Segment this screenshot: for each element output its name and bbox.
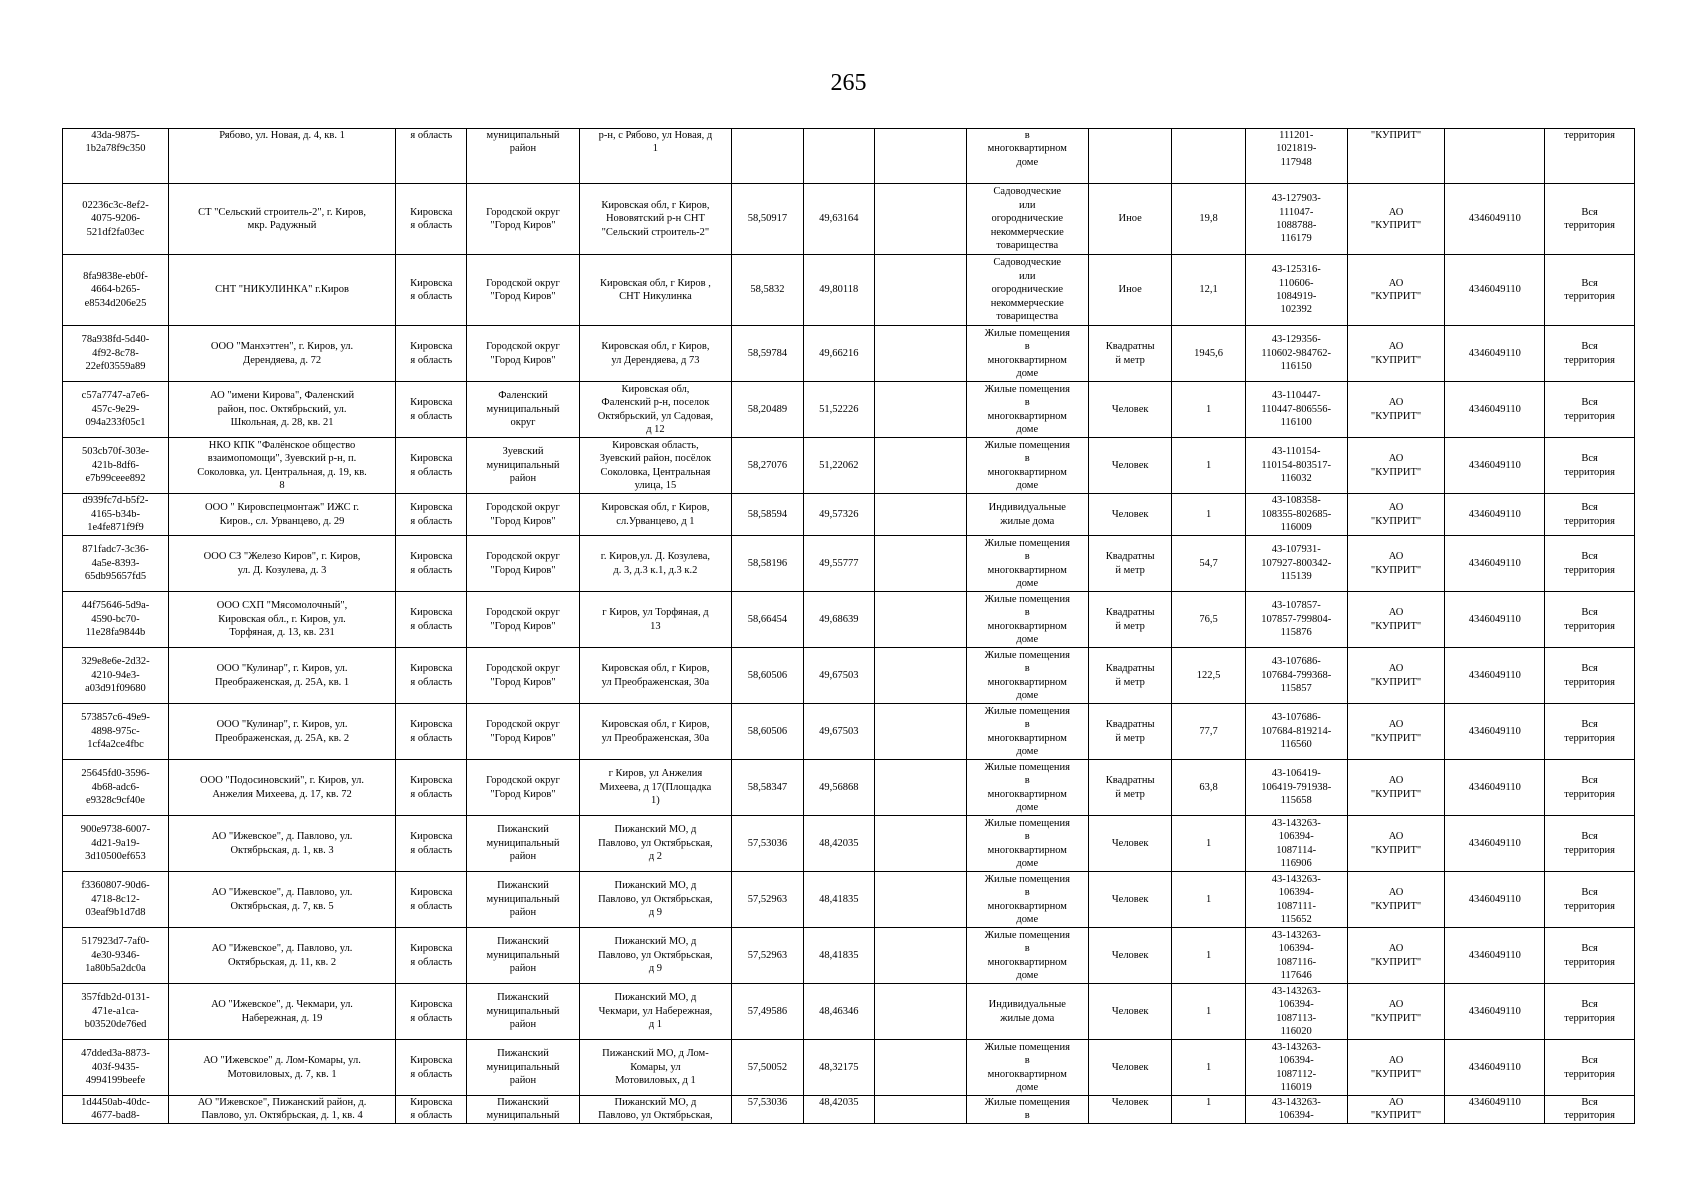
cell-contract-number: 43-110447- 110447-806556- 116100 xyxy=(1245,382,1347,438)
cell-longitude: 48,41835 xyxy=(803,872,874,928)
cell-blank-col xyxy=(874,1096,966,1124)
cell-row-id: 329e8e6e-2d32- 4210-94e3- a03d91f09680 xyxy=(63,648,169,704)
cell-housing-type: Садоводческие или огороднические некоммерческие товарищества xyxy=(966,184,1088,255)
cell-longitude: 49,66216 xyxy=(803,326,874,382)
cell-site-address: Кировская обл, г Киров, ул Преображенская, 30а xyxy=(579,648,732,704)
cell-row-id: f3360807-90d6- 4718-8c12- 03eaf9b1d7d8 xyxy=(63,872,169,928)
cell-quantity: 1 xyxy=(1172,1096,1245,1124)
cell-latitude: 57,49586 xyxy=(732,984,803,1040)
cell-inn: 4346049110 xyxy=(1445,760,1545,816)
cell-operator: АО "КУПРИТ" xyxy=(1347,816,1445,872)
cell-blank-col xyxy=(874,438,966,494)
cell-coverage: Вся территория xyxy=(1545,536,1635,592)
table-row xyxy=(63,760,1635,816)
cell-organization-address: ООО " Кировспецмонтаж" ИЖС г. Киров., сл. Урванцево, д. 29 xyxy=(168,494,395,536)
cell-unit: Квадратны й метр xyxy=(1088,760,1172,816)
cell-inn: 4346049110 xyxy=(1445,704,1545,760)
cell-municipality: Пижанский муниципальный район xyxy=(467,928,579,984)
cell-coverage: Вся территория xyxy=(1545,1040,1635,1096)
cell-latitude: 58,58196 xyxy=(732,536,803,592)
cell-site-address: Кировская обл, г Киров, сл.Урванцево, д 1 xyxy=(579,494,732,536)
cell-latitude: 57,53036 xyxy=(732,1096,803,1124)
cell-region: Кировска я область xyxy=(396,704,467,760)
cell-blank-col xyxy=(874,704,966,760)
cell-municipality: Городской округ "Город Киров" xyxy=(467,648,579,704)
cell-longitude: 49,68639 xyxy=(803,592,874,648)
cell-blank-col xyxy=(874,1040,966,1096)
cell-organization-address: ООО СЗ "Железо Киров", г. Киров, ул. Д. Козулева, д. 3 xyxy=(168,536,395,592)
cell-longitude: 51,22062 xyxy=(803,438,874,494)
cell-contract-number: 43-107857- 107857-799804- 115876 xyxy=(1245,592,1347,648)
cell-coverage: Вся территория xyxy=(1545,872,1635,928)
cell-row-id: 357fdb2d-0131- 471e-a1ca- b03520de76ed xyxy=(63,984,169,1040)
cell-housing-type: Жилые помещения в многоквартирном доме xyxy=(966,592,1088,648)
table-row xyxy=(63,592,1635,648)
cell-coverage: Вся территория xyxy=(1545,1096,1635,1124)
cell-row-id: 503cb70f-303e- 421b-8df6- e7b99ceee892 xyxy=(63,438,169,494)
cell-operator: АО "КУПРИТ" xyxy=(1347,438,1445,494)
cell-region: Кировска я область xyxy=(396,184,467,255)
cell-site-address: Кировская обл, г Киров, ул Дерендяева, д 73 xyxy=(579,326,732,382)
cell-inn: 4346049110 xyxy=(1445,872,1545,928)
cell-row-id: 78a938fd-5d40- 4f92-8c78- 22ef03559a89 xyxy=(63,326,169,382)
cell-coverage: Вся территория xyxy=(1545,704,1635,760)
cell-organization-address: ООО "Подосиновский", г. Киров, ул. Анжелия Михеева, д. 17, кв. 72 xyxy=(168,760,395,816)
cell-operator: АО "КУПРИТ" xyxy=(1347,494,1445,536)
cell-site-address: Кировская область, Зуевский район, посёлок Соколовка, Центральная улица, 15 xyxy=(579,438,732,494)
cell-municipality: Городской округ "Город Киров" xyxy=(467,326,579,382)
cell-latitude: 58,60506 xyxy=(732,648,803,704)
cell-region: Кировска я область xyxy=(396,494,467,536)
cell-housing-type: Жилые помещения в многоквартирном доме xyxy=(966,872,1088,928)
cell-site-address: Пижанский МО, д Лом- Комары, ул Мотовиловых, д 1 xyxy=(579,1040,732,1096)
table-row xyxy=(63,438,1635,494)
cell-contract-number: 43-107686- 107684-799368- 115857 xyxy=(1245,648,1347,704)
cell-quantity: 1 xyxy=(1172,872,1245,928)
cell-quantity: 76,5 xyxy=(1172,592,1245,648)
cell-longitude: 49,67503 xyxy=(803,648,874,704)
cell-blank-col xyxy=(874,760,966,816)
cell-blank-col xyxy=(874,494,966,536)
table-row xyxy=(63,129,1635,184)
cell-organization-address: АО "Ижевское", д. Чекмари, ул. Набережная, д. 19 xyxy=(168,984,395,1040)
cell-quantity: 1 xyxy=(1172,928,1245,984)
cell-region: Кировска я область xyxy=(396,536,467,592)
cell-coverage: Вся территория xyxy=(1545,984,1635,1040)
cell-row-id: 47dded3a-8873- 403f-9435- 4994199beefe xyxy=(63,1040,169,1096)
cell-unit: Человек xyxy=(1088,1096,1172,1124)
cell-coverage: территория xyxy=(1545,129,1635,184)
cell-operator: АО "КУПРИТ" xyxy=(1347,760,1445,816)
cell-organization-address: ООО "Кулинар", г. Киров, ул. Преображенская, д. 25А, кв. 1 xyxy=(168,648,395,704)
cell-housing-type: Индивидуальные жилые дома xyxy=(966,984,1088,1040)
cell-organization-address: АО "Ижевское", Пижанский район, д. Павлово, ул. Октябрьская, д. 1, кв. 4 xyxy=(168,1096,395,1124)
cell-municipality: Зуевский муниципальный район xyxy=(467,438,579,494)
cell-unit: Человек xyxy=(1088,382,1172,438)
cell-inn: 4346049110 xyxy=(1445,928,1545,984)
cell-contract-number: 43-108358- 108355-802685- 116009 xyxy=(1245,494,1347,536)
cell-unit: Квадратны й метр xyxy=(1088,326,1172,382)
cell-operator: АО "КУПРИТ" xyxy=(1347,872,1445,928)
cell-contract-number: 43-143263- 106394- 1087111- 115652 xyxy=(1245,872,1347,928)
cell-row-id: d939fc7d-b5f2- 4165-b34b- 1e4fe871f9f9 xyxy=(63,494,169,536)
cell-blank-col xyxy=(874,184,966,255)
cell-quantity: 1 xyxy=(1172,816,1245,872)
cell-quantity: 54,7 xyxy=(1172,536,1245,592)
cell-organization-address: АО "имени Кирова", Фаленский район, пос. Октябрьский, ул. Школьная, д. 28, кв. 21 xyxy=(168,382,395,438)
cell-inn: 4346049110 xyxy=(1445,494,1545,536)
cell-region: Кировска я область xyxy=(396,928,467,984)
cell-region: Кировска я область xyxy=(396,1096,467,1124)
cell-region: Кировска я область xyxy=(396,816,467,872)
cell-unit: Иное xyxy=(1088,255,1172,326)
cell-site-address: г. Киров,ул. Д. Козулева, д. 3, д.3 к.1, д.3 к.2 xyxy=(579,536,732,592)
cell-contract-number: 43-125316- 110606- 1084919- 102392 xyxy=(1245,255,1347,326)
cell-site-address: Кировская обл, г Киров, ул Преображенская, 30а xyxy=(579,704,732,760)
cell-region: Кировска я область xyxy=(396,1040,467,1096)
cell-housing-type: Садоводческие или огороднические некоммерческие товарищества xyxy=(966,255,1088,326)
cell-longitude: 48,41835 xyxy=(803,928,874,984)
table-row xyxy=(63,494,1635,536)
cell-unit: Человек xyxy=(1088,928,1172,984)
table-row xyxy=(63,816,1635,872)
cell-coverage: Вся территория xyxy=(1545,326,1635,382)
cell-housing-type: Жилые помещения в многоквартирном доме xyxy=(966,326,1088,382)
cell-blank-col xyxy=(874,592,966,648)
cell-coverage: Вся территория xyxy=(1545,382,1635,438)
cell-region: Кировска я область xyxy=(396,648,467,704)
cell-coverage: Вся территория xyxy=(1545,438,1635,494)
cell-unit: Квадратны й метр xyxy=(1088,536,1172,592)
cell-quantity: 1 xyxy=(1172,494,1245,536)
cell-region: Кировска я область xyxy=(396,326,467,382)
cell-longitude: 51,52226 xyxy=(803,382,874,438)
cell-unit: Человек xyxy=(1088,1040,1172,1096)
cell-organization-address: ООО "Манхэттен", г. Киров, ул. Дерендяева, д. 72 xyxy=(168,326,395,382)
cell-municipality: Городской округ "Город Киров" xyxy=(467,536,579,592)
cell-row-id: c57a7747-a7e6- 457c-9e29- 094a233f05c1 xyxy=(63,382,169,438)
cell-quantity: 1 xyxy=(1172,984,1245,1040)
cell-municipality: Городской округ "Город Киров" xyxy=(467,494,579,536)
table-row xyxy=(63,1096,1635,1124)
cell-housing-type: Жилые помещения в многоквартирном доме xyxy=(966,536,1088,592)
cell-coverage: Вся территория xyxy=(1545,928,1635,984)
cell-longitude: 49,80118 xyxy=(803,255,874,326)
cell-municipality: Фаленский муниципальный округ xyxy=(467,382,579,438)
cell-contract-number: 43-110154- 110154-803517- 116032 xyxy=(1245,438,1347,494)
cell-row-id: 25645fd0-3596- 4b68-adc6- e9328c9cf40e xyxy=(63,760,169,816)
cell-contract-number: 43-129356- 110602-984762- 116150 xyxy=(1245,326,1347,382)
cell-municipality: Пижанский муниципальный район xyxy=(467,1040,579,1096)
cell-blank-col xyxy=(874,984,966,1040)
cell-latitude: 58,27076 xyxy=(732,438,803,494)
cell-organization-address: АО "Ижевское" д. Лом-Комары, ул. Мотовиловых, д. 7, кв. 1 xyxy=(168,1040,395,1096)
cell-latitude: 58,60506 xyxy=(732,704,803,760)
cell-row-id: 43da-9875- 1b2a78f9c350 xyxy=(63,129,169,184)
cell-municipality: Городской округ "Город Киров" xyxy=(467,704,579,760)
cell-coverage: Вся территория xyxy=(1545,816,1635,872)
cell-inn: 4346049110 xyxy=(1445,326,1545,382)
cell-quantity: 19,8 xyxy=(1172,184,1245,255)
cell-quantity xyxy=(1172,129,1245,184)
cell-blank-col xyxy=(874,648,966,704)
cell-quantity: 77,7 xyxy=(1172,704,1245,760)
cell-unit: Человек xyxy=(1088,494,1172,536)
cell-site-address: Пижанский МО, д Павлово, ул Октябрьская, д 9 xyxy=(579,872,732,928)
cell-organization-address: Рябово, ул. Новая, д. 4, кв. 1 xyxy=(168,129,395,184)
cell-contract-number: 43-143263- 106394- 1087114- 116906 xyxy=(1245,816,1347,872)
cell-blank-col xyxy=(874,129,966,184)
cell-operator: АО "КУПРИТ" xyxy=(1347,326,1445,382)
cell-row-id: 573857c6-49e9- 4898-975c- 1cf4a2ce4fbc xyxy=(63,704,169,760)
cell-coverage: Вся территория xyxy=(1545,494,1635,536)
cell-row-id: 900e9738-6007- 4d21-9a19- 3d10500ef653 xyxy=(63,816,169,872)
cell-unit: Квадратны й метр xyxy=(1088,648,1172,704)
cell-latitude: 58,20489 xyxy=(732,382,803,438)
cell-municipality: Пижанский муниципальный район xyxy=(467,984,579,1040)
cell-operator: АО "КУПРИТ" xyxy=(1347,1040,1445,1096)
cell-inn: 4346049110 xyxy=(1445,592,1545,648)
cell-blank-col xyxy=(874,816,966,872)
cell-housing-type: Индивидуальные жилые дома xyxy=(966,494,1088,536)
table-row xyxy=(63,872,1635,928)
table-row xyxy=(63,255,1635,326)
cell-inn: 4346049110 xyxy=(1445,184,1545,255)
cell-housing-type: в многоквартирном доме xyxy=(966,129,1088,184)
cell-row-id: 8fa9838e-eb0f- 4664-b265- e8534d206e25 xyxy=(63,255,169,326)
cell-region: Кировска я область xyxy=(396,592,467,648)
cell-coverage: Вся территория xyxy=(1545,184,1635,255)
cell-housing-type: Жилые помещения в многоквартирном доме xyxy=(966,760,1088,816)
cell-quantity: 12,1 xyxy=(1172,255,1245,326)
cell-longitude xyxy=(803,129,874,184)
cell-municipality: муниципальный район xyxy=(467,129,579,184)
cell-latitude: 58,59784 xyxy=(732,326,803,382)
cell-inn: 4346049110 xyxy=(1445,984,1545,1040)
cell-longitude: 49,57326 xyxy=(803,494,874,536)
cell-site-address: Пижанский МО, д Павлово, ул Октябрьская, xyxy=(579,1096,732,1124)
cell-inn: 4346049110 xyxy=(1445,1040,1545,1096)
cell-row-id: 517923d7-7af0- 4e30-9346- 1a80b5a2dc0a xyxy=(63,928,169,984)
table-row xyxy=(63,326,1635,382)
cell-site-address: Кировская обл, Фаленский р-н, поселок Октябрьский, ул Садовая, д 12 xyxy=(579,382,732,438)
cell-longitude: 48,46346 xyxy=(803,984,874,1040)
cell-unit: Человек xyxy=(1088,984,1172,1040)
cell-operator: АО "КУПРИТ" xyxy=(1347,1096,1445,1124)
cell-region: Кировска я область xyxy=(396,984,467,1040)
cell-latitude: 57,53036 xyxy=(732,816,803,872)
cell-municipality: Городской округ "Город Киров" xyxy=(467,760,579,816)
cell-operator: АО "КУПРИТ" xyxy=(1347,536,1445,592)
cell-latitude xyxy=(732,129,803,184)
cell-operator: АО "КУПРИТ" xyxy=(1347,184,1445,255)
cell-organization-address: ООО СХП "Мясомолочный", Кировская обл., г. Киров, ул. Торфяная, д. 13, кв. 231 xyxy=(168,592,395,648)
cell-coverage: Вся территория xyxy=(1545,760,1635,816)
cell-site-address: Пижанский МО, д Павлово, ул Октябрьская, д 2 xyxy=(579,816,732,872)
cell-inn: 4346049110 xyxy=(1445,438,1545,494)
cell-municipality: Городской округ "Город Киров" xyxy=(467,255,579,326)
cell-municipality: Пижанский муниципальный район xyxy=(467,816,579,872)
cell-latitude: 58,66454 xyxy=(732,592,803,648)
cell-contract-number: 43-127903- 111047- 1088788- 116179 xyxy=(1245,184,1347,255)
cell-organization-address: НКО КПК "Фалёнское общество взаимопомощи", Зуевский р-н, п. Соколовка, ул. Центральная, д. 19, кв. 8 xyxy=(168,438,395,494)
cell-region: Кировска я область xyxy=(396,382,467,438)
cell-housing-type: Жилые помещения в многоквартирном доме xyxy=(966,438,1088,494)
cell-housing-type: Жилые помещения в xyxy=(966,1096,1088,1124)
table-row xyxy=(63,536,1635,592)
cell-latitude: 58,58594 xyxy=(732,494,803,536)
cell-latitude: 58,50917 xyxy=(732,184,803,255)
cell-quantity: 1945,6 xyxy=(1172,326,1245,382)
cell-organization-address: АО "Ижевское", д. Павлово, ул. Октябрьская, д. 11, кв. 2 xyxy=(168,928,395,984)
cell-site-address: Пижанский МО, д Павлово, ул Октябрьская, д 9 xyxy=(579,928,732,984)
cell-unit xyxy=(1088,129,1172,184)
cell-blank-col xyxy=(874,872,966,928)
table-row xyxy=(63,1040,1635,1096)
table-row xyxy=(63,648,1635,704)
cell-row-id: 1d4450ab-40dc- 4677-bad8- xyxy=(63,1096,169,1124)
cell-longitude: 49,56868 xyxy=(803,760,874,816)
cell-inn: 4346049110 xyxy=(1445,382,1545,438)
cell-operator: "КУПРИТ" xyxy=(1347,129,1445,184)
cell-operator: АО "КУПРИТ" xyxy=(1347,928,1445,984)
cell-unit: Квадратны й метр xyxy=(1088,704,1172,760)
cell-latitude: 57,50052 xyxy=(732,1040,803,1096)
cell-operator: АО "КУПРИТ" xyxy=(1347,592,1445,648)
cell-blank-col xyxy=(874,928,966,984)
cell-latitude: 58,58347 xyxy=(732,760,803,816)
cell-operator: АО "КУПРИТ" xyxy=(1347,255,1445,326)
cell-longitude: 48,32175 xyxy=(803,1040,874,1096)
page-number: 265 xyxy=(830,70,867,96)
table-row xyxy=(63,704,1635,760)
cell-unit: Человек xyxy=(1088,438,1172,494)
cell-longitude: 49,55777 xyxy=(803,536,874,592)
registry-table xyxy=(62,128,1635,1124)
cell-contract-number: 43-143263- 106394- 1087112- 116019 xyxy=(1245,1040,1347,1096)
cell-housing-type: Жилые помещения в многоквартирном доме xyxy=(966,1040,1088,1096)
table-row xyxy=(63,928,1635,984)
cell-unit: Человек xyxy=(1088,816,1172,872)
cell-contract-number: 43-143263- 106394- xyxy=(1245,1096,1347,1124)
cell-row-id: 871fadc7-3c36- 4a5e-8393- 65db95657fd5 xyxy=(63,536,169,592)
cell-contract-number: 43-106419- 106419-791938- 115658 xyxy=(1245,760,1347,816)
cell-quantity: 1 xyxy=(1172,1040,1245,1096)
cell-inn xyxy=(1445,129,1545,184)
cell-organization-address: ООО "Кулинар", г. Киров, ул. Преображенская, д. 25А, кв. 2 xyxy=(168,704,395,760)
cell-municipality: Пижанский муниципальный xyxy=(467,1096,579,1124)
registry-table-body xyxy=(63,129,1635,1124)
cell-quantity: 1 xyxy=(1172,438,1245,494)
cell-municipality: Городской округ "Город Киров" xyxy=(467,592,579,648)
cell-region: Кировска я область xyxy=(396,760,467,816)
cell-housing-type: Жилые помещения в многоквартирном доме xyxy=(966,928,1088,984)
cell-unit: Квадратны й метр xyxy=(1088,592,1172,648)
cell-region: Кировска я область xyxy=(396,438,467,494)
cell-contract-number: 111201- 1021819- 117948 xyxy=(1245,129,1347,184)
cell-inn: 4346049110 xyxy=(1445,536,1545,592)
cell-blank-col xyxy=(874,382,966,438)
cell-coverage: Вся территория xyxy=(1545,648,1635,704)
cell-operator: АО "КУПРИТ" xyxy=(1347,704,1445,760)
cell-latitude: 58,5832 xyxy=(732,255,803,326)
cell-housing-type: Жилые помещения в многоквартирном доме xyxy=(966,816,1088,872)
cell-operator: АО "КУПРИТ" xyxy=(1347,648,1445,704)
table-row xyxy=(63,382,1635,438)
cell-site-address: Кировская обл, г Киров , СНТ Никулинка xyxy=(579,255,732,326)
cell-latitude: 57,52963 xyxy=(732,872,803,928)
cell-contract-number: 43-143263- 106394- 1087113- 116020 xyxy=(1245,984,1347,1040)
cell-blank-col xyxy=(874,255,966,326)
cell-site-address: Кировская обл, г Киров, Нововятский р-н СНТ "Сельский строитель-2" xyxy=(579,184,732,255)
cell-row-id: 44f75646-5d9a- 4590-bc70- 11e28fa9844b xyxy=(63,592,169,648)
cell-site-address: г Киров, ул Анжелия Михеева, д 17(Площадка 1) xyxy=(579,760,732,816)
cell-longitude: 49,63164 xyxy=(803,184,874,255)
cell-operator: АО "КУПРИТ" xyxy=(1347,382,1445,438)
cell-municipality: Пижанский муниципальный район xyxy=(467,872,579,928)
cell-blank-col xyxy=(874,326,966,382)
cell-housing-type: Жилые помещения в многоквартирном доме xyxy=(966,648,1088,704)
cell-unit: Человек xyxy=(1088,872,1172,928)
cell-unit: Иное xyxy=(1088,184,1172,255)
cell-quantity: 1 xyxy=(1172,382,1245,438)
cell-blank-col xyxy=(874,536,966,592)
cell-housing-type: Жилые помещения в многоквартирном доме xyxy=(966,382,1088,438)
cell-longitude: 48,42035 xyxy=(803,816,874,872)
table-row xyxy=(63,984,1635,1040)
cell-latitude: 57,52963 xyxy=(732,928,803,984)
cell-row-id: 02236c3c-8ef2- 4075-9206- 521df2fa03ec xyxy=(63,184,169,255)
cell-organization-address: СТ "Сельский строитель-2", г. Киров, мкр. Радужный xyxy=(168,184,395,255)
cell-municipality: Городской округ "Город Киров" xyxy=(467,184,579,255)
cell-coverage: Вся территория xyxy=(1545,592,1635,648)
cell-inn: 4346049110 xyxy=(1445,255,1545,326)
cell-quantity: 122,5 xyxy=(1172,648,1245,704)
cell-housing-type: Жилые помещения в многоквартирном доме xyxy=(966,704,1088,760)
cell-contract-number: 43-107931- 107927-800342- 115139 xyxy=(1245,536,1347,592)
cell-operator: АО "КУПРИТ" xyxy=(1347,984,1445,1040)
cell-region: Кировска я область xyxy=(396,872,467,928)
cell-region: я область xyxy=(396,129,467,184)
cell-region: Кировска я область xyxy=(396,255,467,326)
cell-inn: 4346049110 xyxy=(1445,816,1545,872)
cell-site-address: Пижанский МО, д Чекмари, ул Набережная, д 1 xyxy=(579,984,732,1040)
cell-contract-number: 43-107686- 107684-819214- 116560 xyxy=(1245,704,1347,760)
cell-inn: 4346049110 xyxy=(1445,1096,1545,1124)
cell-organization-address: АО "Ижевское", д. Павлово, ул. Октябрьская, д. 1, кв. 3 xyxy=(168,816,395,872)
cell-organization-address: СНТ "НИКУЛИНКА" г.Киров xyxy=(168,255,395,326)
cell-longitude: 49,67503 xyxy=(803,704,874,760)
cell-quantity: 63,8 xyxy=(1172,760,1245,816)
cell-inn: 4346049110 xyxy=(1445,648,1545,704)
cell-organization-address: АО "Ижевское", д. Павлово, ул. Октябрьская, д. 7, кв. 5 xyxy=(168,872,395,928)
cell-longitude: 48,42035 xyxy=(803,1096,874,1124)
cell-site-address: р-н, с Рябово, ул Новая, д 1 xyxy=(579,129,732,184)
cell-site-address: г Киров, ул Торфяная, д 13 xyxy=(579,592,732,648)
cell-contract-number: 43-143263- 106394- 1087116- 117646 xyxy=(1245,928,1347,984)
cell-coverage: Вся территория xyxy=(1545,255,1635,326)
table-row xyxy=(63,184,1635,255)
